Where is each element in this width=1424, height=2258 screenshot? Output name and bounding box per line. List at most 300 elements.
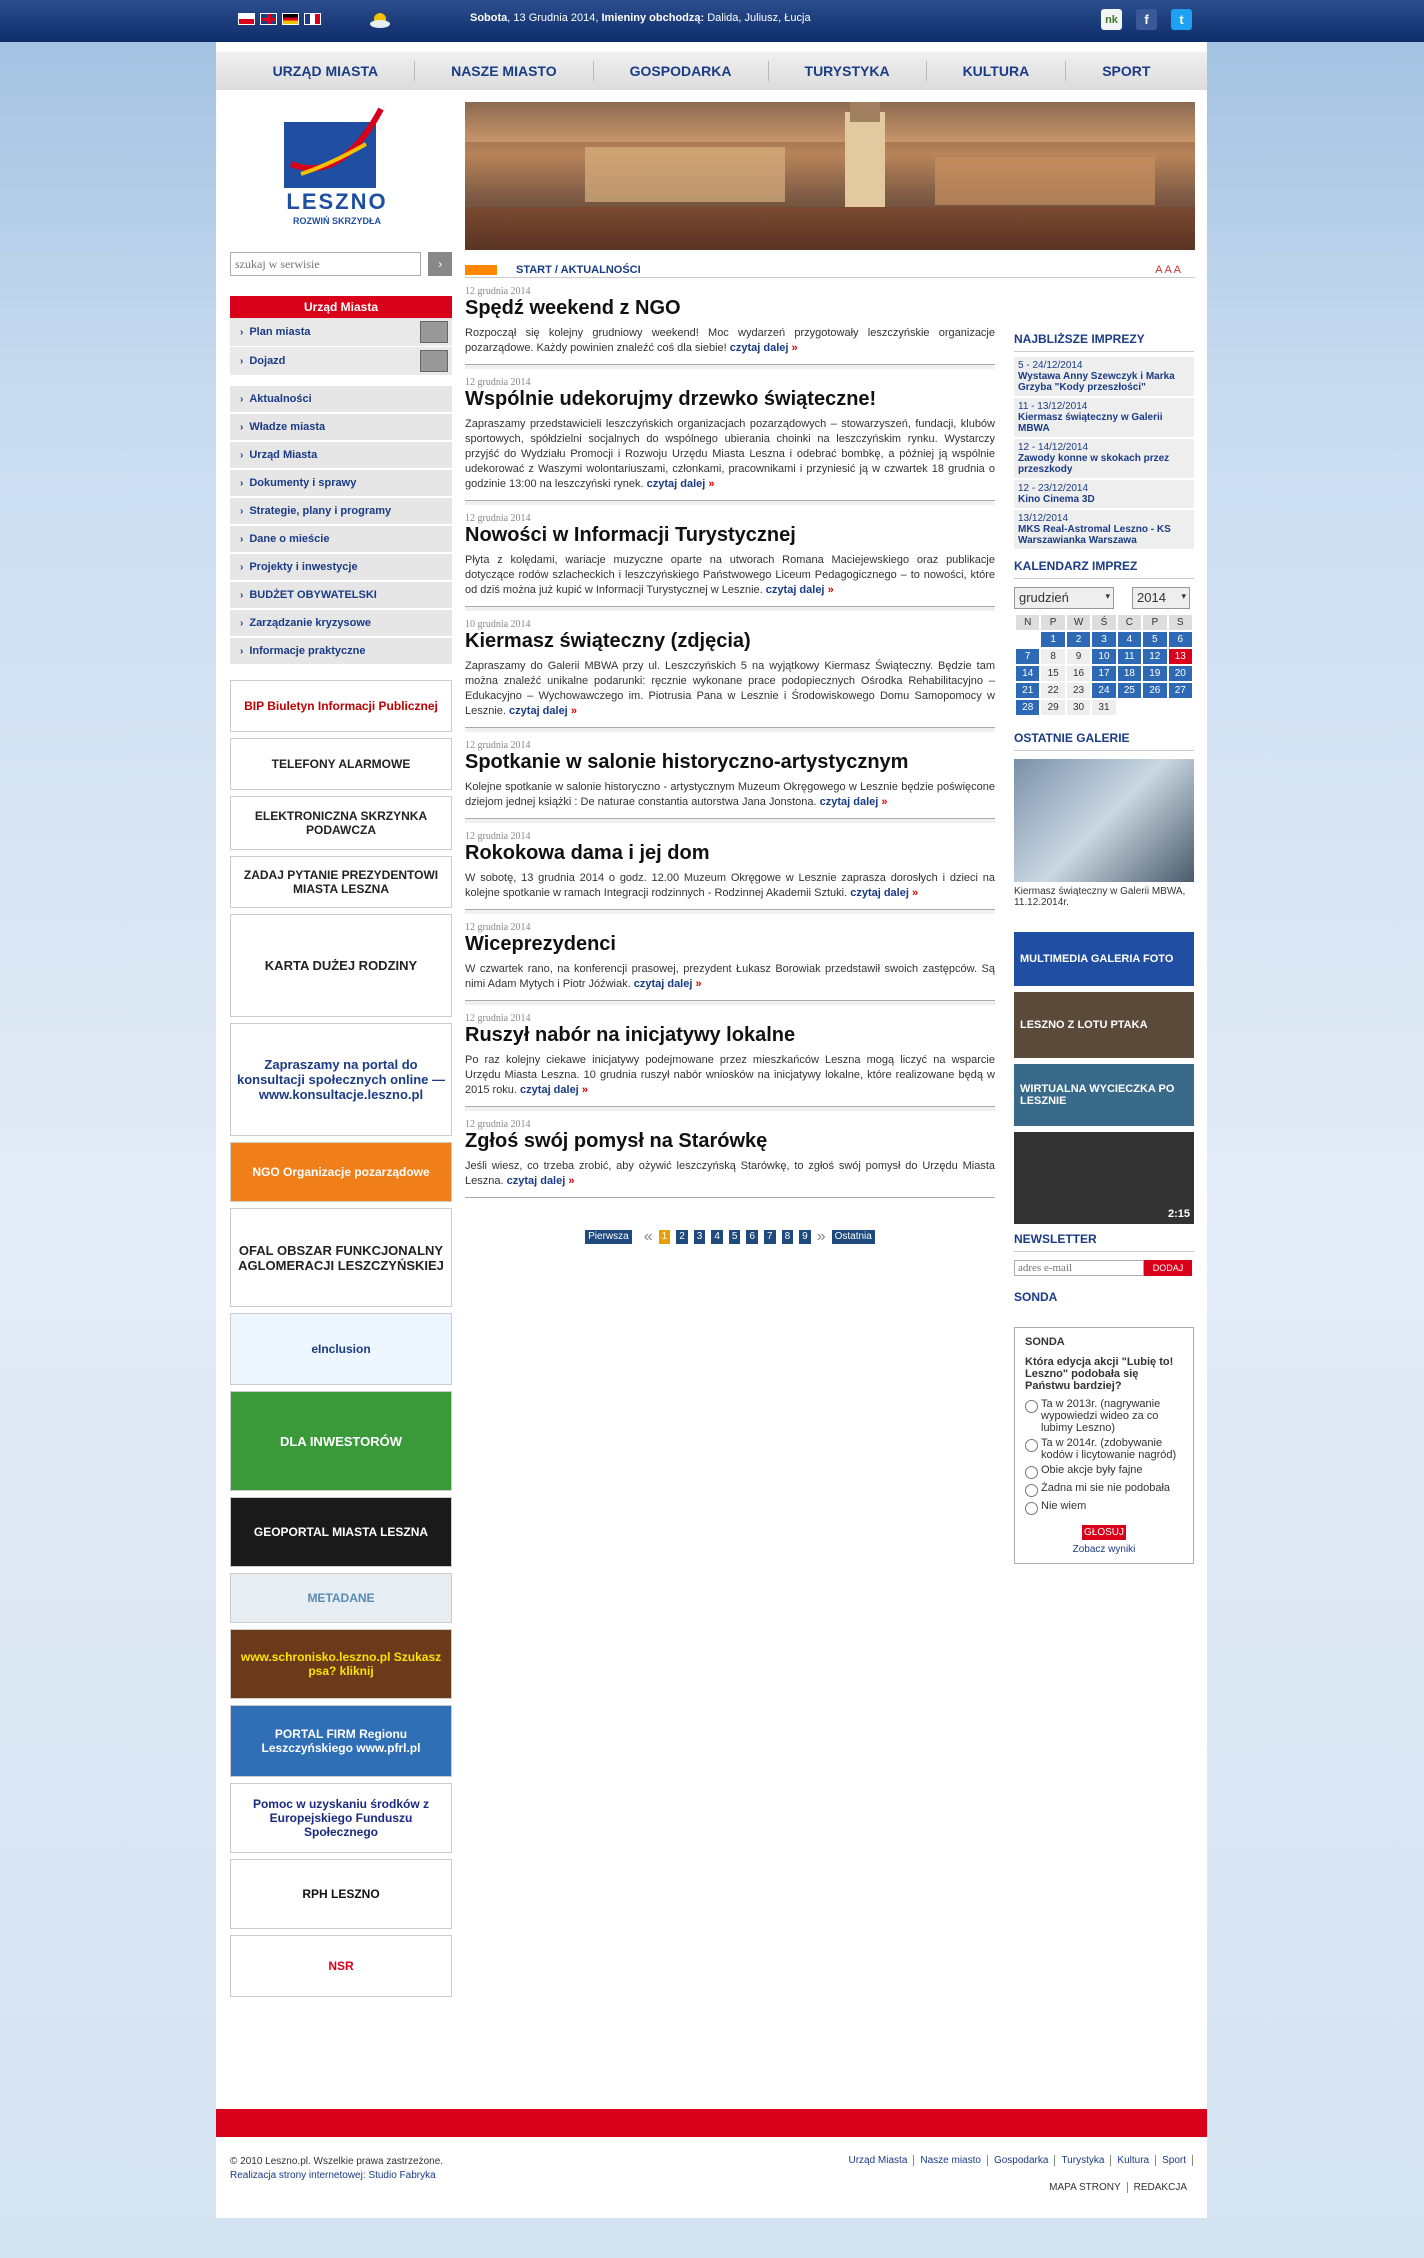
- menu-label: Dojazd: [249, 355, 286, 367]
- news-excerpt: Płyta z kolędami, wariacje muzyczne oparte na utworach Romana Maciejewskiego oraz publikacje dotyczące rodów szlacheckich i leszczyńskiego Państwowego Liceum Pedagogicznego – to nowości, które od dziś można już kupić w Informacji Turystycznej w Lesznie.: [465, 554, 995, 596]
- poll-option-label: Ta w 2013r. (nagrywanie wypowiedzi wideo za co lubimy Leszno): [1041, 1398, 1161, 1434]
- double-chevron-icon: »: [708, 478, 715, 490]
- left-menu-item-plan-miasta[interactable]: [230, 318, 452, 347]
- sidebar-banner[interactable]: METADANE: [230, 1573, 452, 1623]
- read-more-link[interactable]: [520, 1084, 588, 1096]
- news-title[interactable]: Spędź weekend z NGO: [465, 297, 681, 319]
- menu-label: Urząd Miasta: [249, 449, 318, 461]
- footer-link[interactable]: Nasze miasto: [914, 2155, 988, 2166]
- left-menu-item[interactable]: [230, 386, 452, 414]
- news-date: 12 grudnia 2014: [465, 831, 531, 842]
- news-date: 10 grudnia 2014: [465, 619, 531, 630]
- calendar-day[interactable]: 28: [1016, 700, 1039, 715]
- events-list: [1014, 357, 1194, 549]
- left-menu-item[interactable]: [230, 442, 452, 470]
- left-menu-item[interactable]: [230, 582, 452, 610]
- page-container: [216, 42, 1207, 2218]
- calendar-day[interactable]: 21: [1016, 683, 1039, 698]
- news-title[interactable]: Ruszył nabór na inicjatywy lokalne: [465, 1024, 796, 1046]
- footer-link[interactable]: Gospodarka: [988, 2155, 1055, 2166]
- footer-link[interactable]: Turystyka: [1055, 2155, 1111, 2166]
- poll-results-link[interactable]: Zobacz wyniki: [1072, 1544, 1136, 1555]
- calendar-day[interactable]: 23: [1067, 683, 1090, 698]
- gallery-thumbnail[interactable]: [1014, 759, 1194, 882]
- chevron-right-icon: ›: [240, 617, 244, 629]
- double-chevron-icon: »: [911, 887, 919, 899]
- poll-vote-button[interactable]: GŁOSUJ: [1083, 1527, 1124, 1538]
- footer-copyright: [230, 2155, 443, 2183]
- sidebar-banner[interactable]: Zapraszamy na portal do konsultacji społecznych online — www.konsultacje.leszno.pl: [230, 1023, 452, 1136]
- calendar-day[interactable]: 27: [1169, 683, 1192, 698]
- left-menu-item[interactable]: [230, 526, 452, 554]
- double-chevron-icon: »: [791, 342, 798, 354]
- chevron-down-icon: ▾: [1105, 591, 1110, 601]
- chevron-right-icon: ›: [240, 449, 244, 461]
- calendar-weekday: P: [1143, 615, 1166, 630]
- poll-option-label: Nie wiem: [1041, 1500, 1087, 1512]
- sidebar-banner[interactable]: NSR: [230, 1935, 452, 1997]
- news-date: 12 grudnia 2014: [465, 1119, 531, 1130]
- calendar-day[interactable]: 31: [1092, 700, 1115, 715]
- event-title: Kiermasz świąteczny w Galerii MBWA: [1018, 412, 1163, 434]
- news-item: [465, 823, 995, 910]
- twitter-icon[interactable]: t: [1171, 9, 1192, 30]
- poll-option[interactable]: [1025, 1398, 1183, 1434]
- double-chevron-icon: »: [827, 584, 834, 596]
- pager-page[interactable]: 8: [782, 1230, 794, 1244]
- logo-swoosh-icon: [271, 104, 403, 194]
- month-value: grudzień: [1019, 590, 1069, 605]
- calendar-day[interactable]: 11: [1118, 649, 1141, 664]
- hero-image-old-town: [465, 102, 1195, 250]
- map-thumbnail-icon: [420, 350, 448, 372]
- pager-page[interactable]: 7: [764, 1230, 776, 1244]
- event-title: Wystawa Anny Szewczyk i Marka Grzyba "Kody przeszłości": [1018, 371, 1175, 393]
- read-more-label: czytaj dalej: [520, 1084, 579, 1096]
- news-title[interactable]: Zgłoś swój pomysł na Starówkę: [465, 1130, 768, 1152]
- names-value: Dalida, Juliusz, Łucja: [707, 12, 811, 24]
- double-chevron-icon: »: [881, 796, 888, 808]
- read-more-link[interactable]: [850, 887, 918, 899]
- read-more-link[interactable]: [647, 478, 715, 490]
- menu-label: Informacje praktyczne: [249, 645, 366, 657]
- month-select[interactable]: [1014, 587, 1114, 609]
- news-item: [465, 914, 995, 1001]
- sidebar-banner[interactable]: ZADAJ PYTANIE PREZYDENTOWI MIASTA LESZNA: [230, 856, 452, 908]
- pager-last[interactable]: Ostatnia: [832, 1230, 875, 1244]
- poll-option-label: Obie akcje były fajne: [1041, 1464, 1143, 1476]
- news-date: 12 grudnia 2014: [465, 922, 531, 933]
- gallery-caption[interactable]: Kiermasz świąteczny w Galerii MBWA, 11.12.2014r.: [1014, 886, 1186, 908]
- news-excerpt: Kolejne spotkanie w salonie historyczno - artystycznym Muzeum Okręgowego w Lesznie będzie poświęcone dziejom jednej książki : De naturae constantia autorstwa Jana Jonstona.: [465, 781, 995, 808]
- poll-question: Która edycja akcji "Lubię to! Leszno" podobała się Państwu bardziej?: [1025, 1356, 1174, 1392]
- chevron-right-icon: ›: [240, 561, 244, 573]
- newsletter-heading: NEWSLETTER: [1014, 1232, 1194, 1252]
- year-select[interactable]: [1132, 587, 1190, 609]
- read-more-link[interactable]: [509, 705, 577, 717]
- gallery-heading: OSTATNIE GALERIE: [1014, 731, 1194, 751]
- news-excerpt: W czwartek rano, na konferencji prasowej, prezydent Łukasz Borowiak przedstawił swoich zastępców. Są nimi Adam Mytych i Piotr Jóźwiak.: [465, 963, 995, 990]
- left-banners: [230, 680, 452, 1997]
- read-more-link[interactable]: [730, 342, 798, 354]
- year-value: 2014: [1137, 590, 1166, 605]
- right-banner[interactable]: WIRTUALNA WYCIECZKA PO LESZNIE: [1014, 1064, 1194, 1126]
- footer-navigation: [842, 2155, 1193, 2166]
- calendar-weekday: N: [1016, 615, 1039, 630]
- sidebar-banner[interactable]: DLA INWESTORÓW: [230, 1391, 452, 1491]
- event-date: 12 - 23/12/2014: [1018, 483, 1089, 494]
- read-more-label: czytaj dalej: [729, 342, 789, 354]
- sidebar-banner[interactable]: PORTAL FIRM Regionu Leszczyńskiego www.pfrl.pl: [230, 1705, 452, 1777]
- poll-option[interactable]: [1025, 1464, 1183, 1479]
- calendar-weekday: Ś: [1092, 615, 1115, 630]
- credit-prefix: Realizacja strony internetowej:: [230, 2170, 366, 2181]
- read-more-link[interactable]: [766, 584, 834, 596]
- news-date: 12 grudnia 2014: [465, 513, 531, 524]
- newsletter-email-input[interactable]: [1014, 1260, 1144, 1276]
- menu-label: Plan miasta: [249, 326, 311, 338]
- poll-radio[interactable]: [1025, 1439, 1038, 1452]
- nk-icon[interactable]: nk: [1101, 9, 1122, 30]
- breadcrumb-current: AKTUALNOŚCI: [560, 263, 641, 276]
- read-more-label: czytaj dalej: [819, 796, 879, 808]
- map-thumbnail-icon: [420, 321, 448, 343]
- calendar-day[interactable]: 15: [1041, 666, 1064, 681]
- calendar-day: [1016, 632, 1039, 647]
- news-text: [465, 417, 995, 492]
- news-excerpt: Zapraszamy przedstawicieli leszczyńskich organizacjach pozarządowych – stowarzyszeń, fundacji, klubów sportowych, spółdzielni socjalnych do wspólnego ubierania choinki na leszczyńskim rynku. Wystarczy przyjść do Wydziału Promocji i Rozwoju Urzędu Miasta Leszna i odebrać bombkę, a później ją wspólnie udekorować z Waszymi wolontariuszami, członkami, pracownikami i przyniesić ją w czwartek 18 grudnia o godzinie 13:00 na leszczyński rynek.: [465, 418, 995, 490]
- read-more-link[interactable]: [820, 796, 888, 808]
- credit-link[interactable]: Studio Fabryka: [368, 2170, 436, 2181]
- sidebar-banner[interactable]: NGO Organizacje pozarządowe: [230, 1142, 452, 1202]
- chevron-right-icon: ›: [240, 505, 244, 517]
- calendar-day[interactable]: 4: [1118, 632, 1141, 647]
- font-size-switcher[interactable]: A A A: [1155, 263, 1181, 276]
- calendar-day[interactable]: 9: [1067, 649, 1090, 664]
- news-excerpt: Zapraszamy do Galerii MBWA przy ul. Leszczyńskich 5 na wyjątkowy Kiermasz Świąteczny. Będzie tam można znaleźć unikalne podarunki: ręcznie wykonane prace podopiecznych Ośrodka Rehabilitacyjno – Edukacyjno – Wychowawczego im. Piotrusia Pana w Lesznie i Środowiskowego Domu Samopomocy w Lesznie.: [465, 660, 995, 717]
- date-and-names: Sobota, 13 Grudnia 2014, Imieniny obchodzą: Dalida, Juliusz, Łucja: [470, 12, 811, 24]
- pager-page[interactable]: 9: [799, 1230, 811, 1244]
- sidebar-banner[interactable]: eInclusion: [230, 1313, 452, 1385]
- poll-option[interactable]: [1025, 1437, 1183, 1461]
- poll-box: [1014, 1327, 1194, 1564]
- calendar-day[interactable]: 13: [1169, 649, 1192, 664]
- social-links: [1101, 9, 1192, 30]
- flag-pl-icon[interactable]: [238, 13, 255, 25]
- chevron-right-icon: ›: [240, 393, 244, 405]
- news-date: 12 grudnia 2014: [465, 740, 531, 751]
- nav-urzad-miasta[interactable]: URZĄD MIASTA: [237, 61, 416, 81]
- poll-options: [1025, 1398, 1183, 1515]
- news-item: [465, 611, 995, 728]
- news-item: [465, 369, 995, 501]
- chevron-right-icon: ›: [240, 421, 244, 433]
- right-banner[interactable]: LESZNO Z LOTU PTAKA: [1014, 992, 1194, 1058]
- pager-page[interactable]: 4: [711, 1230, 723, 1244]
- event-item[interactable]: [1014, 439, 1194, 478]
- news-item: [465, 1111, 995, 1198]
- news-list: [465, 278, 995, 1198]
- news-date: 12 grudnia 2014: [465, 377, 531, 388]
- weather-icon: [367, 9, 393, 29]
- calendar-heading: KALENDARZ IMPREZ: [1014, 559, 1194, 579]
- read-more-link[interactable]: [634, 978, 702, 990]
- calendar-day[interactable]: 1: [1041, 632, 1064, 647]
- pager-first[interactable]: Pierwsza: [585, 1230, 632, 1244]
- calendar-day[interactable]: 19: [1143, 666, 1166, 681]
- footer-secondary-navigation: [1043, 2182, 1193, 2193]
- pager-prev[interactable]: «: [643, 1228, 653, 1245]
- calendar-day[interactable]: 26: [1143, 683, 1166, 698]
- pager-page[interactable]: 3: [694, 1230, 706, 1244]
- calendar-day[interactable]: 10: [1092, 649, 1115, 664]
- top-bar: [0, 0, 1424, 42]
- poll-heading: SONDA: [1014, 1290, 1058, 1304]
- right-column: [1014, 332, 1194, 1564]
- left-menu-item-dojazd[interactable]: [230, 347, 452, 376]
- calendar-day[interactable]: 2: [1067, 632, 1090, 647]
- news-title[interactable]: Rokokowa dama i jej dom: [465, 842, 710, 864]
- calendar-day[interactable]: 30: [1067, 700, 1090, 715]
- chevron-right-icon: ›: [240, 477, 244, 489]
- calendar-day[interactable]: 3: [1092, 632, 1115, 647]
- menu-label: Dane o mieście: [249, 533, 330, 545]
- sidebar-banner[interactable]: GEOPORTAL MIASTA LESZNA: [230, 1497, 452, 1567]
- left-menu-item[interactable]: [230, 554, 452, 582]
- calendar-day: [1143, 700, 1166, 715]
- calendar-weekday: S: [1169, 615, 1192, 630]
- nav-turystyka[interactable]: TURYSTYKA: [769, 61, 927, 81]
- left-column: [230, 100, 452, 2003]
- pager-page[interactable]: 6: [746, 1230, 758, 1244]
- news-item: [465, 732, 995, 819]
- calendar-day[interactable]: 16: [1067, 666, 1090, 681]
- news-text: [465, 659, 995, 719]
- footer-link[interactable]: REDAKCJA: [1133, 2182, 1187, 2193]
- read-more-label: czytaj dalej: [765, 584, 825, 596]
- event-date: 13/12/2014: [1018, 513, 1069, 524]
- double-chevron-icon: »: [581, 1084, 588, 1096]
- sidebar-banner[interactable]: www.schronisko.leszno.pl Szukasz psa? kliknij: [230, 1629, 452, 1699]
- news-title[interactable]: Nowości w Informacji Turystycznej: [465, 524, 796, 546]
- calendar-day[interactable]: 18: [1118, 666, 1141, 681]
- news-item: [465, 1005, 995, 1107]
- menu-label: Władze miasta: [249, 421, 326, 433]
- read-more-label: czytaj dalej: [506, 1175, 566, 1187]
- calendar-day[interactable]: 24: [1092, 683, 1115, 698]
- right-banners: [1014, 932, 1194, 1224]
- flag-de-icon[interactable]: [282, 13, 299, 25]
- read-more-label: czytaj dalej: [850, 887, 909, 899]
- footer-link[interactable]: Sport: [1156, 2155, 1193, 2166]
- event-title: Kino Cinema 3D: [1018, 494, 1095, 505]
- calendar-day: [1169, 700, 1192, 715]
- event-date: 5 - 24/12/2014: [1018, 360, 1083, 371]
- poll-option-label: Ta w 2014r. (zdobywanie kodów i licytowanie nagród): [1041, 1437, 1177, 1461]
- double-chevron-icon: »: [570, 705, 577, 717]
- nav-gospodarka[interactable]: GOSPODARKA: [594, 61, 769, 81]
- news-text: [465, 553, 995, 598]
- news-excerpt: Jeśli wiesz, co trzeba zrobić, aby ożywić leszczyńską Starówkę, to zgłoś swój pomysł do Urzędu Miasta Leszna.: [465, 1160, 995, 1187]
- event-title: Zawody konne w skokach przez przeszkody: [1018, 453, 1170, 475]
- event-item[interactable]: [1014, 357, 1194, 396]
- poll-option-label: Żadna mi sie nie podobała: [1041, 1482, 1171, 1494]
- menu-label: Aktualności: [249, 393, 312, 405]
- chevron-down-icon: ▾: [1181, 591, 1186, 601]
- breadcrumb-start[interactable]: START: [516, 263, 552, 276]
- poll-radio[interactable]: [1025, 1400, 1038, 1413]
- sidebar-banner[interactable]: KARTA DUŻEJ RODZINY: [230, 914, 452, 1017]
- left-menu-heading: Urząd Miasta: [230, 296, 452, 318]
- news-item: [465, 505, 995, 607]
- newsletter-add-button[interactable]: DODAJ: [1144, 1260, 1192, 1276]
- calendar-day[interactable]: 20: [1169, 666, 1192, 681]
- footer-link[interactable]: Kultura: [1111, 2155, 1156, 2166]
- chevron-right-icon: ›: [240, 533, 244, 545]
- event-item[interactable]: [1014, 480, 1194, 508]
- menu-label: Projekty i inwestycje: [249, 561, 358, 573]
- pagination: [465, 1228, 995, 1246]
- date: 13 Grudnia 2014: [513, 12, 596, 24]
- calendar-day[interactable]: 22: [1041, 683, 1064, 698]
- right-banner[interactable]: 2:15: [1014, 1132, 1194, 1224]
- footer-link[interactable]: Urząd Miasta: [842, 2155, 914, 2166]
- language-flags: [238, 13, 321, 25]
- read-more-link[interactable]: [507, 1175, 575, 1187]
- calendar-day[interactable]: 25: [1118, 683, 1141, 698]
- search-button[interactable]: ›: [428, 252, 452, 276]
- menu-label: Dokumenty i sprawy: [249, 477, 357, 489]
- news-excerpt: Rozpoczął się kolejny grudniowy weekend! Moc wydarzeń przygotowały leszczyńskie organizacje pozarządowe. Każdy powinien znaleźć coś dla siebie!: [465, 327, 995, 354]
- pager-next[interactable]: »: [816, 1228, 826, 1245]
- sidebar-banner[interactable]: OFAL OBSZAR FUNKCJONALNY AGLOMERACJI LESZCZYŃSKIEJ: [230, 1208, 452, 1307]
- site-logo[interactable]: [271, 104, 403, 240]
- chevron-right-icon: ›: [240, 589, 244, 601]
- poll-radio[interactable]: [1025, 1466, 1038, 1479]
- calendar-day[interactable]: 14: [1016, 666, 1039, 681]
- names-label: Imieniny obchodzą:: [601, 12, 705, 24]
- left-menu-item[interactable]: [230, 414, 452, 442]
- facebook-icon[interactable]: f: [1136, 9, 1157, 30]
- breadcrumb: [465, 262, 1195, 278]
- sidebar-banner[interactable]: BIP Biuletyn Informacji Publicznej: [230, 680, 452, 732]
- events-heading: NAJBLIŻSZE IMPREZY: [1014, 332, 1194, 352]
- poll-box-heading: SONDA: [1025, 1336, 1065, 1348]
- news-title[interactable]: Wiceprezydenci: [465, 933, 616, 955]
- nav-sport[interactable]: SPORT: [1102, 63, 1151, 79]
- read-more-label: czytaj dalej: [646, 478, 706, 490]
- rss-icon[interactable]: [465, 265, 497, 275]
- newsletter-form: [1014, 1260, 1194, 1276]
- news-date: 12 grudnia 2014: [465, 286, 531, 297]
- double-chevron-icon: »: [695, 978, 702, 990]
- right-banner[interactable]: MULTIMEDIA GALERIA FOTO: [1014, 932, 1194, 986]
- main-navigation: [216, 52, 1207, 90]
- calendar-weekday: C: [1118, 615, 1141, 630]
- news-title[interactable]: Kiermasz świąteczny (zdjęcia): [465, 630, 751, 652]
- calendar-day[interactable]: 17: [1092, 666, 1115, 681]
- event-date: 11 - 13/12/2014: [1018, 401, 1088, 412]
- event-item[interactable]: [1014, 510, 1194, 549]
- calendar-weekday: W: [1067, 615, 1090, 630]
- nav-nasze-miasto[interactable]: NASZE MIASTO: [415, 61, 594, 81]
- news-title[interactable]: Spotkanie w salonie historyczno-artystycznym: [465, 751, 909, 773]
- calendar-day[interactable]: 12: [1143, 649, 1166, 664]
- event-title: MKS Real-Astromal Leszno - KS Warszawianka Warszawa: [1018, 524, 1171, 546]
- news-text: [465, 780, 995, 810]
- breadcrumb-separator: /: [551, 263, 561, 276]
- sidebar-banner[interactable]: TELEFONY ALARMOWE: [230, 738, 452, 790]
- sidebar-banner[interactable]: ELEKTRONICZNA SKRZYNKA PODAWCZA: [230, 796, 452, 850]
- events-calendar: [1014, 613, 1194, 717]
- copyright-text: © 2010 Leszno.pl. Wszelkie prawa zastrzeżone.: [230, 2156, 444, 2167]
- news-text: [465, 871, 995, 901]
- calendar-day[interactable]: 6: [1169, 632, 1192, 647]
- flag-fr-icon[interactable]: [304, 13, 321, 25]
- read-more-label: czytaj dalej: [509, 705, 568, 717]
- footer-bar: [216, 2109, 1207, 2137]
- logo-tagline: ROZWIŃ SKRZYDŁA: [293, 216, 381, 226]
- chevron-right-icon: ›: [240, 326, 244, 338]
- pager-page[interactable]: 1: [659, 1230, 671, 1244]
- event-item[interactable]: [1014, 398, 1194, 437]
- left-menu-item[interactable]: [230, 470, 452, 498]
- left-menu-item[interactable]: [230, 610, 452, 638]
- double-chevron-icon: »: [568, 1175, 575, 1187]
- chevron-right-icon: ›: [240, 645, 244, 657]
- news-excerpt: W sobotę, 13 grudnia 2014 o godz. 12.00 Muzeum Okręgowe w Lesznie zaprasza dorosłych i dzieci na kolejne spotkanie w ramach Integracji rodzinnych - Rodzinnej Akademii Sztuki.: [465, 872, 995, 899]
- event-date: 12 - 14/12/2014: [1018, 442, 1089, 453]
- footer-link[interactable]: MAPA STRONY: [1043, 2182, 1128, 2193]
- logo-name: LESZNO: [286, 189, 388, 214]
- news-text: [465, 326, 995, 356]
- left-menu-item[interactable]: [230, 638, 452, 666]
- news-item: [465, 278, 995, 365]
- calendar-day[interactable]: 5: [1143, 632, 1166, 647]
- read-more-label: czytaj dalej: [633, 978, 693, 990]
- search-box: [230, 252, 452, 276]
- poll-option[interactable]: [1025, 1482, 1183, 1497]
- calendar-day[interactable]: 7: [1016, 649, 1039, 664]
- sidebar-banner[interactable]: RPH LESZNO: [230, 1859, 452, 1929]
- calendar-day[interactable]: 8: [1041, 649, 1064, 664]
- news-excerpt: Po raz kolejny ciekawe inicjatywy podejmowane przez mieszkańców Leszna mogą liczyć na wsparcie Urzędu Miasta Leszna. 10 grudnia ruszył nabór wniosków na inicjatywy lokalne, które realizowane będą w 2015 roku.: [465, 1054, 995, 1096]
- pager-page[interactable]: 5: [729, 1230, 741, 1244]
- search-input[interactable]: [230, 252, 421, 276]
- poll-radio[interactable]: [1025, 1502, 1038, 1515]
- news-text: [465, 1053, 995, 1098]
- menu-label: Zarządzanie kryzysowe: [249, 617, 372, 629]
- calendar-day[interactable]: 29: [1041, 700, 1064, 715]
- date-day: Sobota: [470, 12, 508, 24]
- menu-label: Strategie, plany i programy: [249, 505, 392, 517]
- calendar-day: [1118, 700, 1141, 715]
- flag-gb-icon[interactable]: [260, 13, 277, 25]
- calendar-weekday: P: [1041, 615, 1064, 630]
- left-menu-item[interactable]: [230, 498, 452, 526]
- poll-radio[interactable]: [1025, 1484, 1038, 1497]
- poll-option[interactable]: [1025, 1500, 1183, 1515]
- chevron-right-icon: ›: [240, 355, 244, 367]
- news-text: [465, 1159, 995, 1189]
- pager-page[interactable]: 2: [676, 1230, 688, 1244]
- news-text: [465, 962, 995, 992]
- sidebar-banner[interactable]: Pomoc w uzyskaniu środków z Europejskiego Funduszu Społecznego: [230, 1783, 452, 1853]
- news-title[interactable]: Wspólnie udekorujmy drzewko świąteczne!: [465, 388, 877, 410]
- menu-label: BUDŻET OBYWATELSKI: [249, 589, 377, 601]
- news-date: 12 grudnia 2014: [465, 1013, 531, 1024]
- nav-kultura[interactable]: KULTURA: [927, 61, 1067, 81]
